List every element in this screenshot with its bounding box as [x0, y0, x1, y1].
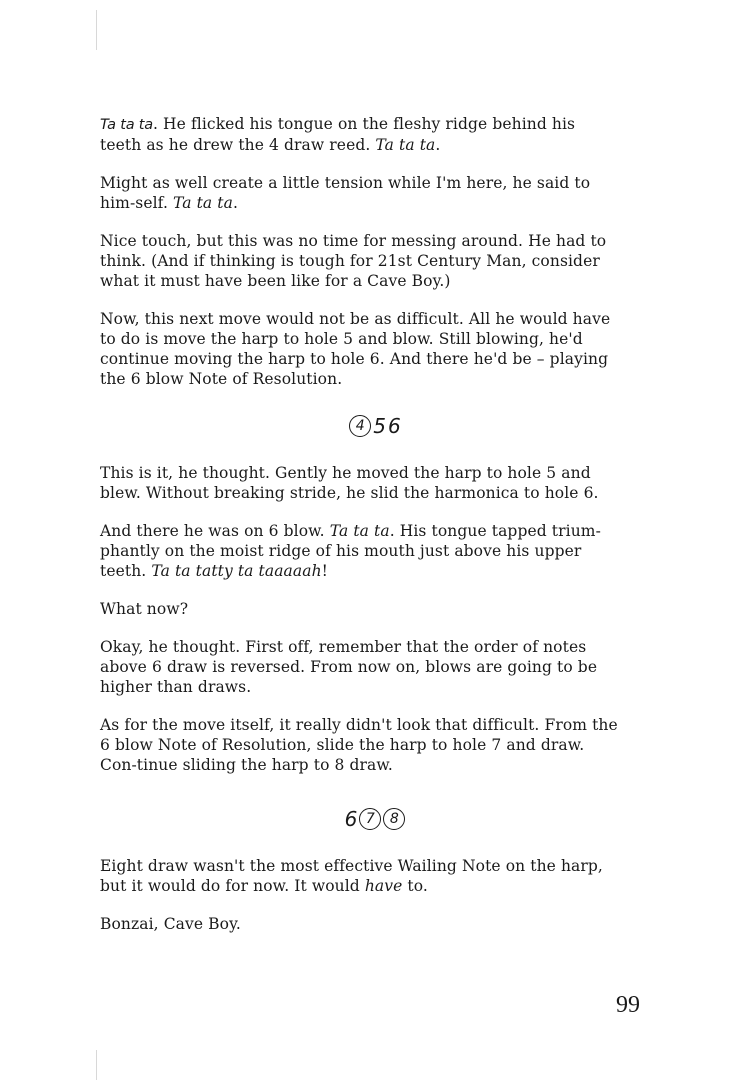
text-run: What now? [100, 600, 189, 618]
text-run: And there he was on 6 blow. [100, 522, 330, 540]
text-run: Okay, he thought. First off, remember that the order of notes above 6 draw is reversed. From now on, blows are going to be higher than draws. [100, 638, 598, 696]
circled-hole-number: 7 [359, 808, 381, 830]
circled-hole-number: 8 [383, 808, 405, 830]
scan-edge-mark [96, 1050, 97, 1080]
hole-number: 6 [388, 413, 401, 438]
hole-number: 6 [344, 806, 358, 831]
text-run: . His tongue tapped trium-phantly on the moist ridge of his mouth just above his upper teeth. [100, 522, 601, 580]
italic-text: have [364, 877, 403, 895]
paragraph [100, 521, 620, 581]
italic-text: Ta ta ta [375, 136, 436, 154]
harmonica-tab-4-5-6 [0, 410, 750, 440]
paragraph [100, 463, 620, 503]
paragraph [100, 914, 620, 934]
text-block-3 [100, 856, 620, 952]
harmonica-tab-6-7-8 [0, 803, 750, 833]
paragraph [100, 114, 620, 155]
italic-text: Ta ta ta [329, 522, 390, 540]
paragraph [100, 856, 620, 896]
text-run: As for the move itself, it really didn't look that difficult. From the 6 blow Note of Resolution, slide the harp to hole 7 and draw. Con-tinue sliding the harp to 8 draw. [100, 716, 618, 774]
text-run: Eight draw wasn't the most effective Wailing Note on the harp, but it would do for now. It would [100, 857, 603, 895]
text-run: ! [321, 562, 329, 580]
circled-hole-number: 4 [349, 415, 371, 437]
text-run: This is it, he thought. Gently he moved the harp to hole 5 and blew. Without breaking stride, he slid the harmonica to hole 6. [100, 464, 599, 502]
text-run: . [232, 194, 239, 212]
paragraph [100, 599, 620, 619]
paragraph [100, 715, 620, 775]
text-run: Bonzai, Cave Boy. [100, 915, 241, 933]
italic-text: Ta ta ta [100, 117, 153, 133]
text-run: Nice touch, but this was no time for messing around. He had to think. (And if thinking is tough for 21st Century Man, consider what it must have been like for a Cave Boy.) [100, 232, 607, 290]
text-block-1 [100, 114, 620, 407]
paragraph [100, 173, 620, 213]
scan-edge-mark [96, 10, 97, 50]
paragraph [100, 231, 620, 291]
text-run: Might as well create a little tension while I'm here, he said to him-self. [100, 174, 591, 212]
page-number: 99 [616, 992, 640, 1018]
italic-text: Ta ta ta [173, 194, 233, 212]
hole-number: 5 [373, 413, 386, 438]
text-run: to. [402, 877, 428, 895]
italic-text: Ta ta tatty ta taaaaah [151, 562, 322, 580]
paragraph [100, 309, 620, 389]
text-run: Now, this next move would not be as difficult. All he would have to do is move the harp to hole 5 and blow. Still blowing, he'd continue moving the harp to hole 6. And there he'd be – playing the 6 blow Note of Resolution. [100, 310, 611, 388]
text-run: . He flicked his tongue on the fleshy ridge behind his teeth as he drew the 4 draw reed. [100, 115, 576, 154]
paragraph [100, 637, 620, 697]
text-block-2 [100, 463, 620, 793]
text-run: . [435, 136, 441, 154]
